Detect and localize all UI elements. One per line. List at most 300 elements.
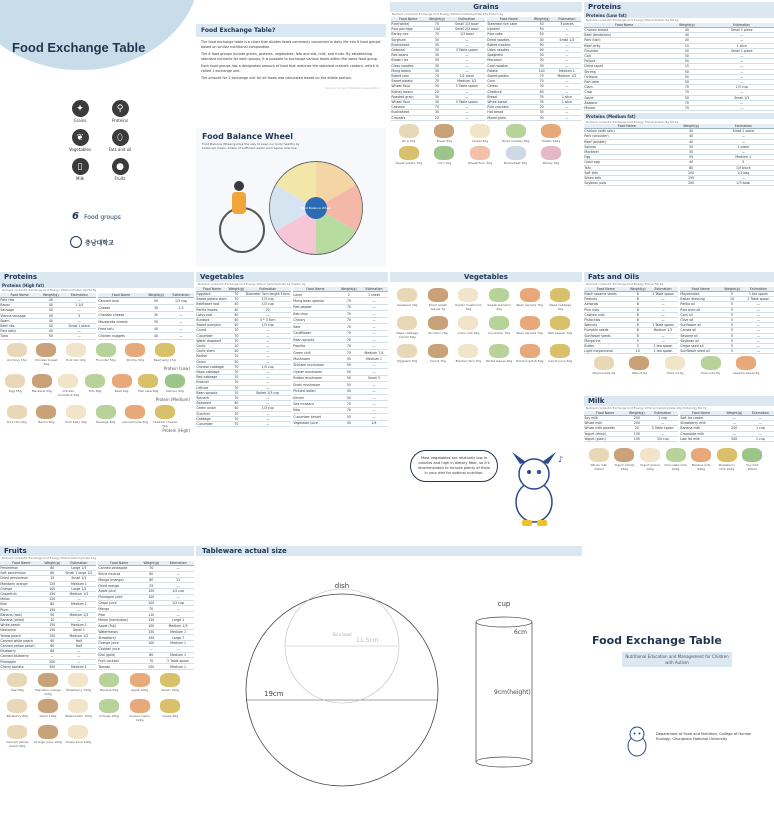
wheel-illustration [196, 152, 386, 262]
table-cell: — [648, 318, 678, 323]
table-cell: — [360, 382, 388, 388]
table-row [98, 318, 194, 325]
intro-panel [196, 16, 386, 266]
table-cell: Soybean oil [680, 338, 721, 343]
vegetables-tables [196, 287, 388, 427]
table-cell: Kale [293, 324, 338, 330]
table-cell: — [244, 396, 291, 401]
table-cell: 20 [531, 105, 553, 110]
table-cell: — [743, 302, 774, 307]
proteins-high-table-right [98, 293, 194, 340]
food-caption: Beef 40g [114, 388, 129, 393]
table-cell: Mandarin orange [0, 581, 43, 586]
table-cell: Canned tuna [98, 297, 144, 304]
table-cell: — [360, 324, 388, 330]
table-cell: 5 [63, 313, 97, 318]
table-cell: Boiled corn [391, 74, 425, 79]
milk-photos [584, 442, 774, 477]
fruits-title: Fruits [0, 546, 194, 556]
proteins-medium-table [584, 124, 774, 186]
table-cell: 5 * 3.5cm [244, 318, 291, 323]
food-image [458, 316, 478, 330]
fats-tables [584, 287, 774, 355]
table-cell: 100 [140, 600, 162, 606]
fruits-tables [0, 561, 194, 670]
table-cell: — [710, 80, 774, 85]
table-cell: — [743, 312, 774, 317]
table-cell: 150 [670, 176, 713, 181]
food-caption: Cereal 30g [471, 138, 489, 143]
food-image [85, 374, 105, 388]
food-image [130, 699, 150, 713]
milk-meta: Nutrient content/1 Exchange Unit Energy 125kcal Carbohydrate 10g Protein 6g Fat 7g [586, 406, 707, 411]
table-cell: — [553, 115, 581, 120]
food-caption: Pickled radish 50g [515, 359, 544, 363]
food-photo [664, 448, 687, 471]
table-row [391, 21, 485, 26]
food-photo [454, 316, 482, 335]
table-cell: — [162, 571, 194, 577]
table-cell: 2/3 bowl [713, 181, 774, 186]
protein-photos-medium [0, 371, 194, 397]
table-cell: Mayonnaise [680, 291, 721, 296]
food-caption: Walnut 8g [631, 371, 647, 376]
table-cell: 70 [228, 416, 244, 421]
grains-photos [390, 121, 582, 168]
table-cell: 150 [140, 635, 162, 641]
food-image [66, 343, 86, 357]
veg-photos-row2 [390, 311, 582, 339]
table-cell: 8 [628, 297, 649, 302]
table-row [98, 332, 194, 339]
column-header: Food Name [98, 293, 144, 298]
food-photo [694, 356, 727, 375]
food-caption: Bread 35g [436, 138, 453, 143]
food-image [629, 356, 649, 370]
table-cell: Mung bean sprouts [293, 298, 338, 304]
food-caption: Bean sprouts 70g [516, 331, 543, 335]
table-cell: Onion [196, 359, 228, 364]
food-photo [64, 725, 92, 744]
table-row [293, 420, 388, 427]
table-cell: Fried tofu [98, 325, 144, 332]
food-caption: Wheat flour 30g [467, 160, 493, 165]
intro-heading: Food Exchange Table? [196, 24, 386, 37]
group-grains: ✦ Grains [60, 100, 100, 123]
table-cell: — [449, 42, 485, 47]
fats-panel [584, 272, 774, 394]
food-image [666, 448, 686, 462]
vegetables-photos-title: Vegetables [390, 272, 582, 282]
table-cell: 1/2 cup [162, 589, 194, 595]
intro-bullet: The 6 food groups include grains, proteins, vegetables, fats and oils, milk, and fruits. By establishing standard nutrients for each groups, it is possible to exchange various foods within the same food group. [201, 52, 378, 61]
column-header: Food Name [0, 293, 39, 298]
table-cell: Beef jerky [584, 43, 664, 48]
column-header: Estimation [648, 287, 678, 292]
table-cell: 70 [228, 396, 244, 401]
food-caption: Barley 30g [543, 160, 560, 165]
fruit-photos-row1 [0, 670, 194, 696]
table-cell: 25 [140, 583, 162, 589]
table-cell: Rice cake [487, 32, 531, 37]
table-cell: — [710, 74, 774, 79]
table-cell: Medium 1 [62, 581, 96, 586]
apple-icon: ● [112, 158, 129, 175]
table-cell: 5 [721, 344, 742, 349]
food-image [7, 343, 27, 357]
table-cell: 70 [228, 354, 244, 359]
table-cell: 200 [626, 421, 647, 426]
table-cell: 30 [425, 48, 448, 53]
table-cell: Tomato [98, 664, 140, 670]
food-caption: Apple 100g [131, 688, 149, 693]
table-cell: Fish cake [584, 80, 664, 85]
food-groups-count: 6 Food groups [72, 211, 121, 222]
vegetables-table-title: Vegetables [196, 272, 388, 282]
table-cell: Kimchi [293, 394, 338, 400]
table-cell: 70 [228, 328, 244, 333]
table-row [584, 181, 774, 186]
table-cell: 70 [228, 422, 244, 427]
table-cell: Strawberry [98, 635, 140, 641]
table-cell: Broccoli [196, 380, 228, 385]
table-cell: 20 [425, 89, 448, 94]
food-photo [546, 288, 574, 311]
table-cell: Rice porridge [391, 27, 425, 32]
table-cell: 3/4 cup [647, 436, 678, 441]
table-cell: 150 [43, 633, 62, 638]
food-caption: Cucumber 70g [488, 331, 511, 335]
table-cell: Kiwi (gold) [98, 652, 140, 658]
table-cell: Medium 1 [62, 602, 96, 607]
table-cell: — [710, 64, 774, 69]
table-cell: 1 slice [710, 43, 774, 48]
table-cell: — [553, 58, 581, 63]
food-image [58, 374, 78, 388]
table-cell: 8 [628, 291, 649, 296]
table-cell: Canned yellow peach [0, 644, 43, 649]
table-cell: — [553, 110, 581, 115]
table-cell: 30 [425, 110, 448, 115]
table-cell: Pumpkin seeds [584, 328, 628, 333]
table-cell: Banana (raw) [0, 612, 43, 617]
table-cell: 40 [228, 312, 244, 317]
food-caption: Buckwheat 30g [503, 160, 528, 165]
table-row [196, 422, 291, 427]
table-cell: 30 [531, 63, 553, 68]
group-proteins: ⚲ Proteins [100, 100, 140, 123]
table-cell: 1/3 cup [168, 297, 194, 304]
proteins-high-tables [0, 293, 194, 340]
table-cell: — [710, 33, 774, 38]
food-caption: Olive oil 5g [666, 371, 684, 376]
food-image [66, 405, 86, 419]
table-cell: Canned pineapple [98, 565, 140, 571]
table-cell: 1 tea spoon [648, 344, 678, 349]
table-cell: Sweet potato [391, 79, 425, 84]
table-cell: Barley rice [391, 32, 425, 37]
table-cell: — [553, 42, 581, 47]
column-header: Estimation [710, 23, 774, 28]
wheel-center-label: Food Balance Wheel [300, 206, 332, 210]
table-cell: 70 [338, 407, 360, 413]
table-cell: 5 [721, 302, 742, 307]
table-cell: Zucchini [196, 411, 228, 416]
food-image [7, 405, 27, 419]
table-cell: 60 [43, 638, 62, 643]
table-cell: 5 [721, 318, 742, 323]
table-cell: Boiled 1/3 cup [244, 390, 291, 395]
food-photo [623, 356, 656, 375]
food-image [399, 146, 419, 160]
food-photo [95, 699, 123, 718]
table-cell: 10 [43, 618, 62, 623]
table-cell: — [713, 139, 774, 144]
table-cell: — [743, 318, 774, 323]
table-row [391, 115, 485, 120]
table-cell: 40 [228, 307, 244, 312]
table-cell: — [162, 606, 194, 612]
table-cell: 5 [721, 312, 742, 317]
vegetables-table-panel [196, 272, 388, 544]
table-cell: Banana milk [680, 426, 722, 431]
column-header: Estimation [63, 293, 97, 298]
university-logo: 충남대학교 [70, 236, 114, 248]
table-cell: 50 [664, 95, 709, 100]
table-cell: 1 cup [747, 436, 774, 441]
table-cell: Chicken breast [584, 27, 664, 32]
table-cell: — [168, 318, 194, 325]
column-header: Estimation [360, 287, 388, 292]
table-cell: 50 [531, 32, 553, 37]
table-cell: Sunflower seed oil [680, 349, 721, 354]
table-cell: Cauliflower [293, 330, 338, 336]
table-cell: 40 [228, 349, 244, 354]
table-cell: 70 [228, 364, 244, 369]
table-cell: Cashew nuts [584, 312, 628, 317]
grains-meta: Nutrient content/1 Exchange Unit Energy 100kcal Carbohydrate 23g Protein 2g [392, 12, 503, 17]
table-cell: Potato [487, 68, 531, 73]
column-header: Food Name [196, 287, 228, 292]
food-image [489, 288, 509, 302]
table-cell: 1 slice [553, 94, 581, 99]
table-cell: 1/3 cup [244, 364, 291, 369]
food-image [125, 405, 145, 419]
table-cell: Half [62, 644, 96, 649]
food-caption: Carrot juice 50g [548, 359, 573, 363]
food-image [36, 405, 56, 419]
group-fats: ⬯ Fats and oil [100, 129, 140, 152]
table-cell: Black sesame seeds [584, 291, 628, 296]
table-cell: — [449, 110, 485, 115]
food-photo [516, 316, 544, 335]
table-cell: Cherry tomato [0, 664, 43, 669]
table-cell: — [43, 654, 62, 659]
table-cell: 40 [228, 318, 244, 323]
food-photo [83, 374, 107, 393]
table-cell: 80 [43, 565, 62, 570]
table-cell: 150 [626, 431, 647, 436]
food-caption: Pork loin 40g [66, 357, 86, 362]
table-cell: Plum [0, 607, 43, 612]
table-cell: Enoki mushroom [293, 382, 338, 388]
food-image [130, 673, 150, 687]
table-cell: — [360, 311, 388, 317]
fruits-table-left [0, 561, 96, 670]
food-image [428, 288, 448, 302]
column-header: Estimation [62, 561, 96, 566]
table-cell: 80 [43, 571, 62, 576]
table-row [391, 32, 485, 37]
food-photo [151, 343, 178, 362]
table-cell: Medium 1 [553, 68, 581, 73]
vegetable-icon: ❦ [72, 129, 89, 146]
table-cell: Light mayonnaise [584, 349, 628, 354]
table-cell: Mango [98, 606, 140, 612]
intro-bullet: The amount for 1 exchange unit for all foods was calculated based on the edible portion. [201, 76, 352, 80]
food-photo [535, 124, 568, 143]
table-cell: Flounder [584, 48, 664, 53]
food-photo [3, 405, 30, 424]
protein-photos-low [0, 340, 194, 366]
table-cell: — [743, 323, 774, 328]
table-cell: 70 [664, 100, 709, 105]
cup-rim [476, 617, 532, 627]
table-cell: 35 [531, 100, 553, 105]
table-cell: 40 [228, 406, 244, 411]
column-header: Food Name [680, 287, 721, 292]
table-cell: Seaweed [196, 401, 228, 406]
table-cell: Green onion [196, 406, 228, 411]
table-cell: Olive oil [680, 318, 721, 323]
table-cell: — [244, 375, 291, 380]
food-caption: Carrot 70g [429, 359, 446, 363]
column-header: Food Name [680, 411, 722, 416]
column-header: Food Name [391, 17, 425, 22]
table-cell: 70 [425, 105, 448, 110]
milk-icon: ▯ [72, 158, 89, 175]
table-cell: Chestnut [487, 89, 531, 94]
group-milk: ▯ Milk [60, 158, 100, 181]
table-cell: 2 Table spoon [162, 658, 194, 664]
table-cell: 80 [140, 652, 162, 658]
food-photo [122, 343, 149, 362]
table-cell: 140 [531, 68, 553, 73]
table-cell: 5 [721, 291, 742, 296]
table-cell: 40 [39, 308, 62, 313]
food-photo [95, 673, 123, 692]
table-cell: Small 1/3 [710, 95, 774, 100]
table-cell: Soft tofu [584, 170, 670, 175]
table-cell: 40 [144, 325, 168, 332]
table-cell: Radish [196, 354, 228, 359]
table-cell: 70 [140, 606, 162, 612]
table-row [391, 79, 485, 84]
table-cell: Kiwi [0, 602, 43, 607]
table-cell: Sausage [0, 308, 39, 313]
food-caption: Strawberry milk 200g [718, 463, 736, 471]
table-cell: 2 [338, 291, 360, 297]
table-cell: Low fat milk [680, 436, 722, 441]
table-cell: Medium 7-8 [360, 349, 388, 355]
table-cell: 50 [670, 144, 713, 149]
food-caption: Cheddar cheese 30g [152, 419, 177, 428]
column-header: Food Name [293, 287, 338, 292]
back-cover-mascot [622, 724, 652, 758]
table-cell: 1/4 [360, 420, 388, 427]
column-header: Weight(g) [39, 293, 62, 298]
food-caption: Soy milk 200ml [745, 463, 759, 471]
food-image [520, 344, 540, 358]
table-cell: Canned blueberry [0, 654, 43, 659]
table-cell: 50 [664, 80, 709, 85]
table-cell: Persimmon [0, 565, 43, 570]
table-cell: 200 [670, 181, 713, 186]
column-header: Weight(g) [628, 287, 649, 292]
column-header: Estimation [553, 17, 581, 22]
table-cell: 5 Table spoon [449, 84, 485, 89]
wheel-back [220, 208, 264, 252]
table-cell: Cucumber [196, 333, 228, 338]
table-cell: 70 [228, 411, 244, 416]
table-cell: Pork ribs [0, 297, 39, 302]
table-cell: — [449, 37, 485, 42]
table-cell: Roasted grain [391, 94, 425, 99]
column-header: Weight(g) [721, 287, 742, 292]
table-cell: Medium 1/2 [62, 633, 96, 638]
table-cell: Bacon [0, 303, 39, 308]
table-cell: 150 [43, 592, 62, 597]
food-caption: Tofu 80g [88, 388, 102, 393]
table-cell: — [449, 115, 485, 120]
table-cell: 10 [628, 349, 649, 354]
table-cell: 40 [39, 303, 62, 308]
table-cell: Oatmeal [391, 48, 425, 53]
table-cell: Whole milk [584, 421, 626, 426]
table-cell: — [553, 53, 581, 58]
table-cell: 50 [338, 362, 360, 368]
food-caption: Korean melon 120g [129, 714, 151, 723]
table-cell: Fruit cocktail [98, 658, 140, 664]
table-cell: — [360, 337, 388, 343]
food-photo [392, 124, 425, 143]
table-cell: 200 [43, 659, 62, 664]
column-header: Weight(g) [626, 411, 647, 416]
table-cell: Peanuts [584, 297, 628, 302]
table-cell: Sunflower oil [680, 323, 721, 328]
table-cell: 100 [626, 436, 647, 441]
food-caption: Dried radish leaves 7g [428, 303, 448, 311]
food-image [717, 448, 737, 462]
food-caption: Canned tuna 50g [122, 419, 149, 424]
table-cell: 140 [425, 27, 448, 32]
table-cell: Chicken nuggets [98, 332, 144, 339]
table-cell: Bean sprouts [293, 337, 338, 343]
table-cell: — [743, 307, 774, 312]
table-cell: Soft ice cream [680, 415, 722, 420]
table-cell: 50 [228, 359, 244, 364]
table-cell: 30 [425, 42, 448, 47]
table-cell: — [449, 68, 485, 73]
food-image [155, 405, 175, 419]
table-cell: Orange [0, 586, 43, 591]
food-photo [62, 343, 89, 362]
table-cell: 70 [228, 385, 244, 390]
table-cell: 1/5 block [713, 165, 774, 170]
food-caption: Napa cabbage kimchi 50g [396, 331, 419, 339]
table-cell: 50 [664, 69, 709, 74]
fats-title: Fats and Oils [584, 272, 774, 282]
